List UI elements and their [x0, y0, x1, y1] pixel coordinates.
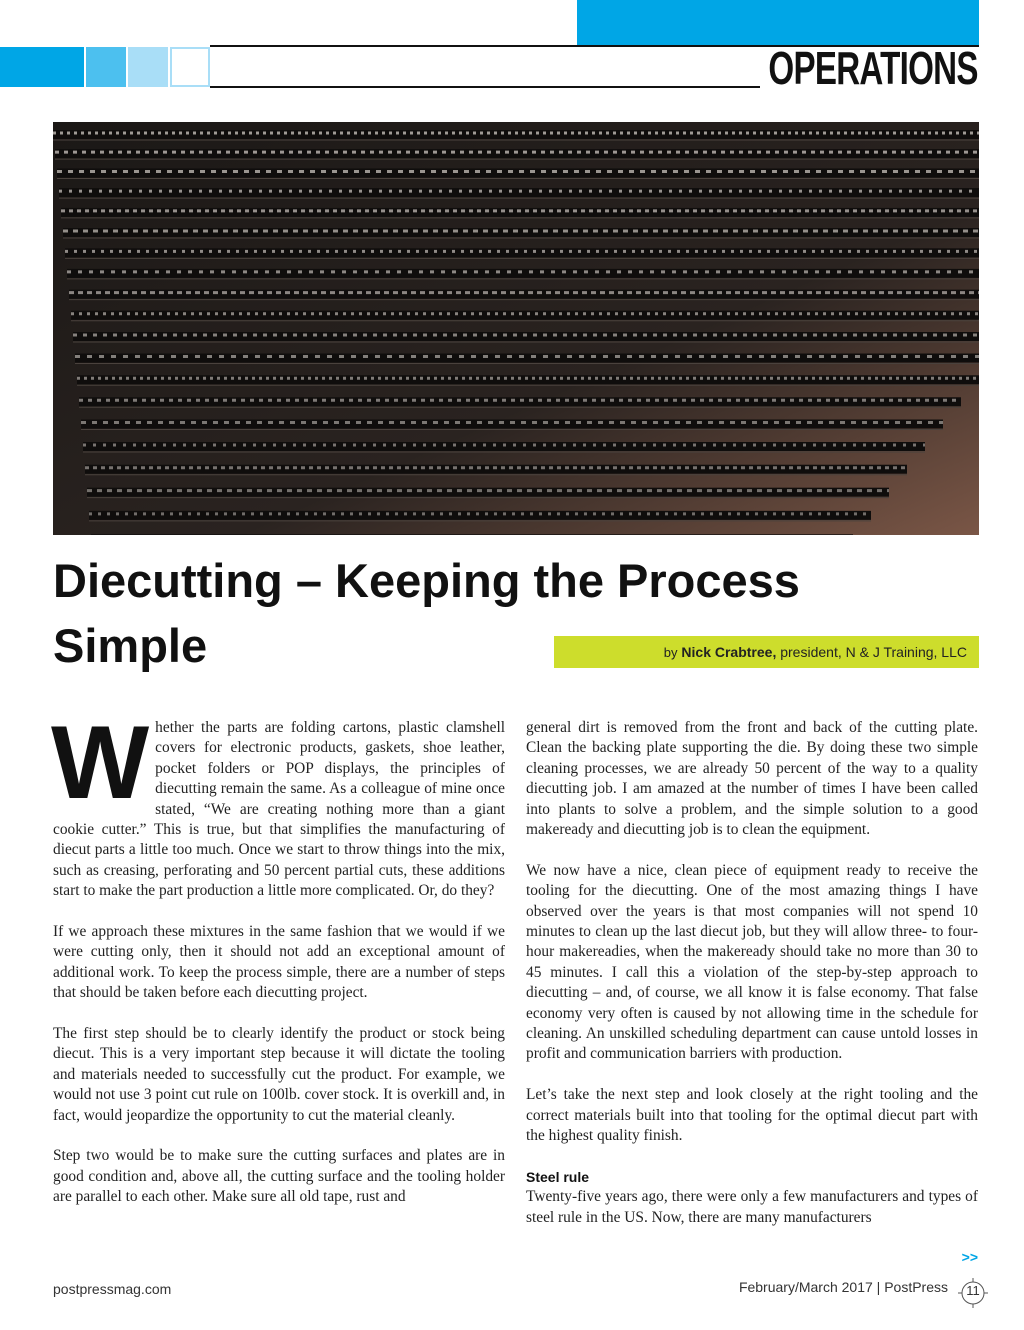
paragraph: general dirt is removed from the front and back of the cutting plate. Clean the backing plate supporting the die. By doing these two simple cleaning processes, we are already 50 percent of the way to a quality diecutting job. I am amazed at the number of times I have been called into plants to solve a problem, and the simple solution to a good makeready and diecutting job is to clean the equipment. [526, 719, 978, 839]
article-title: Diecutting – Keeping the Process Simple [53, 554, 800, 672]
header-block-3 [128, 47, 168, 87]
footer-issue: February/March 2017 | PostPress [738, 1279, 948, 1295]
header-block-2 [86, 47, 126, 87]
header-block-1 [0, 47, 84, 87]
page-number-text: 11 [966, 1283, 980, 1298]
paragraph [51, 705, 505, 902]
byline-author: Nick Crabtree, [681, 644, 777, 660]
steel-rule-photo [53, 122, 979, 535]
paragraph: Let’s take the next step and look closely at the right tooling and the correct materials built into that tooling for the optimal diecut part with the highest quality finish. [526, 1086, 978, 1145]
byline [554, 636, 979, 668]
byline-prefix: by [663, 645, 678, 660]
paragraph: Step two would be to make sure the cutting surfaces and plates are in good condition and, above all, the cutting surface and the tooling holder are parallel to each other. Make sure all old tape, rust and [53, 1147, 505, 1206]
hero-photo [53, 122, 979, 535]
continued-arrow: >> [961, 1249, 978, 1265]
section-label: OPERATIONS [768, 42, 978, 94]
footer-website: postpressmag.com [53, 1281, 172, 1297]
paragraph: Twenty-five years ago, there were only a few manufacturers and types of steel rule in the US. Now, there are many manufacturers [526, 1188, 978, 1226]
paragraph-text: hether the parts are folding cartons, plastic clamshell covers for electronic products, gaskets, shoe leather, pocket folders or POP displays, the principles of diecutting remain the same. As a colleague of mine once stated, “We are creating nothing more than a giant cookie cutter.” This is true, but that simplifies the manufacturing of diecut parts a little too much. Once we start to throw things into the mix, such as creasing, perforating and 50 percent partial cuts, these additions start to make the part production a little more complicated. Or, do they? [53, 719, 505, 900]
drop-cap: W [51, 705, 150, 821]
page-number [958, 1278, 988, 1308]
column-right [526, 718, 978, 1228]
subheading: Steel rule [526, 1168, 590, 1185]
paragraph: We now have a nice, clean piece of equipment ready to receive the tooling for the diecutting. One of the most amazing things I have observed over the years is that most companies will not spend 10 minutes to clean up the last diecut job, but they will allow three- to four-hour makereadies, when the makeready should take no more than 30 to 45 minutes. I call this a violation of the step-by-step approach to diecutting – and, of course, we all know it is false economy. That false economy very often is caused by not allowing time in the schedule for cleaning. An unskilled scheduling department can cause untold losses in profit and communication barriers with production. [526, 861, 978, 1063]
byline-role: president, N & J Training, LLC [780, 644, 967, 660]
header-rule-bottom [210, 86, 760, 88]
column-left [51, 705, 505, 1208]
paragraph: The first step should be to clearly identify the product or stock being diecut. This is a very important step because it will dictate the tooling and materials needed to successfully cut the product. For example, we would not use 3 point cut rule on 100lb. cover stock. It is overkill and, in fact, would jeopardize the opportunity to cut the material cleanly. [53, 1025, 505, 1124]
paragraph: If we approach these mixtures in the same fashion that we would if we were cutting only, then it should not add an exceptional amount of additional work. To keep the process simple, there are a number of steps that should be taken before each diecutting project. [53, 923, 505, 1002]
header-block-4 [170, 47, 210, 87]
header-accent-bar [577, 0, 979, 45]
